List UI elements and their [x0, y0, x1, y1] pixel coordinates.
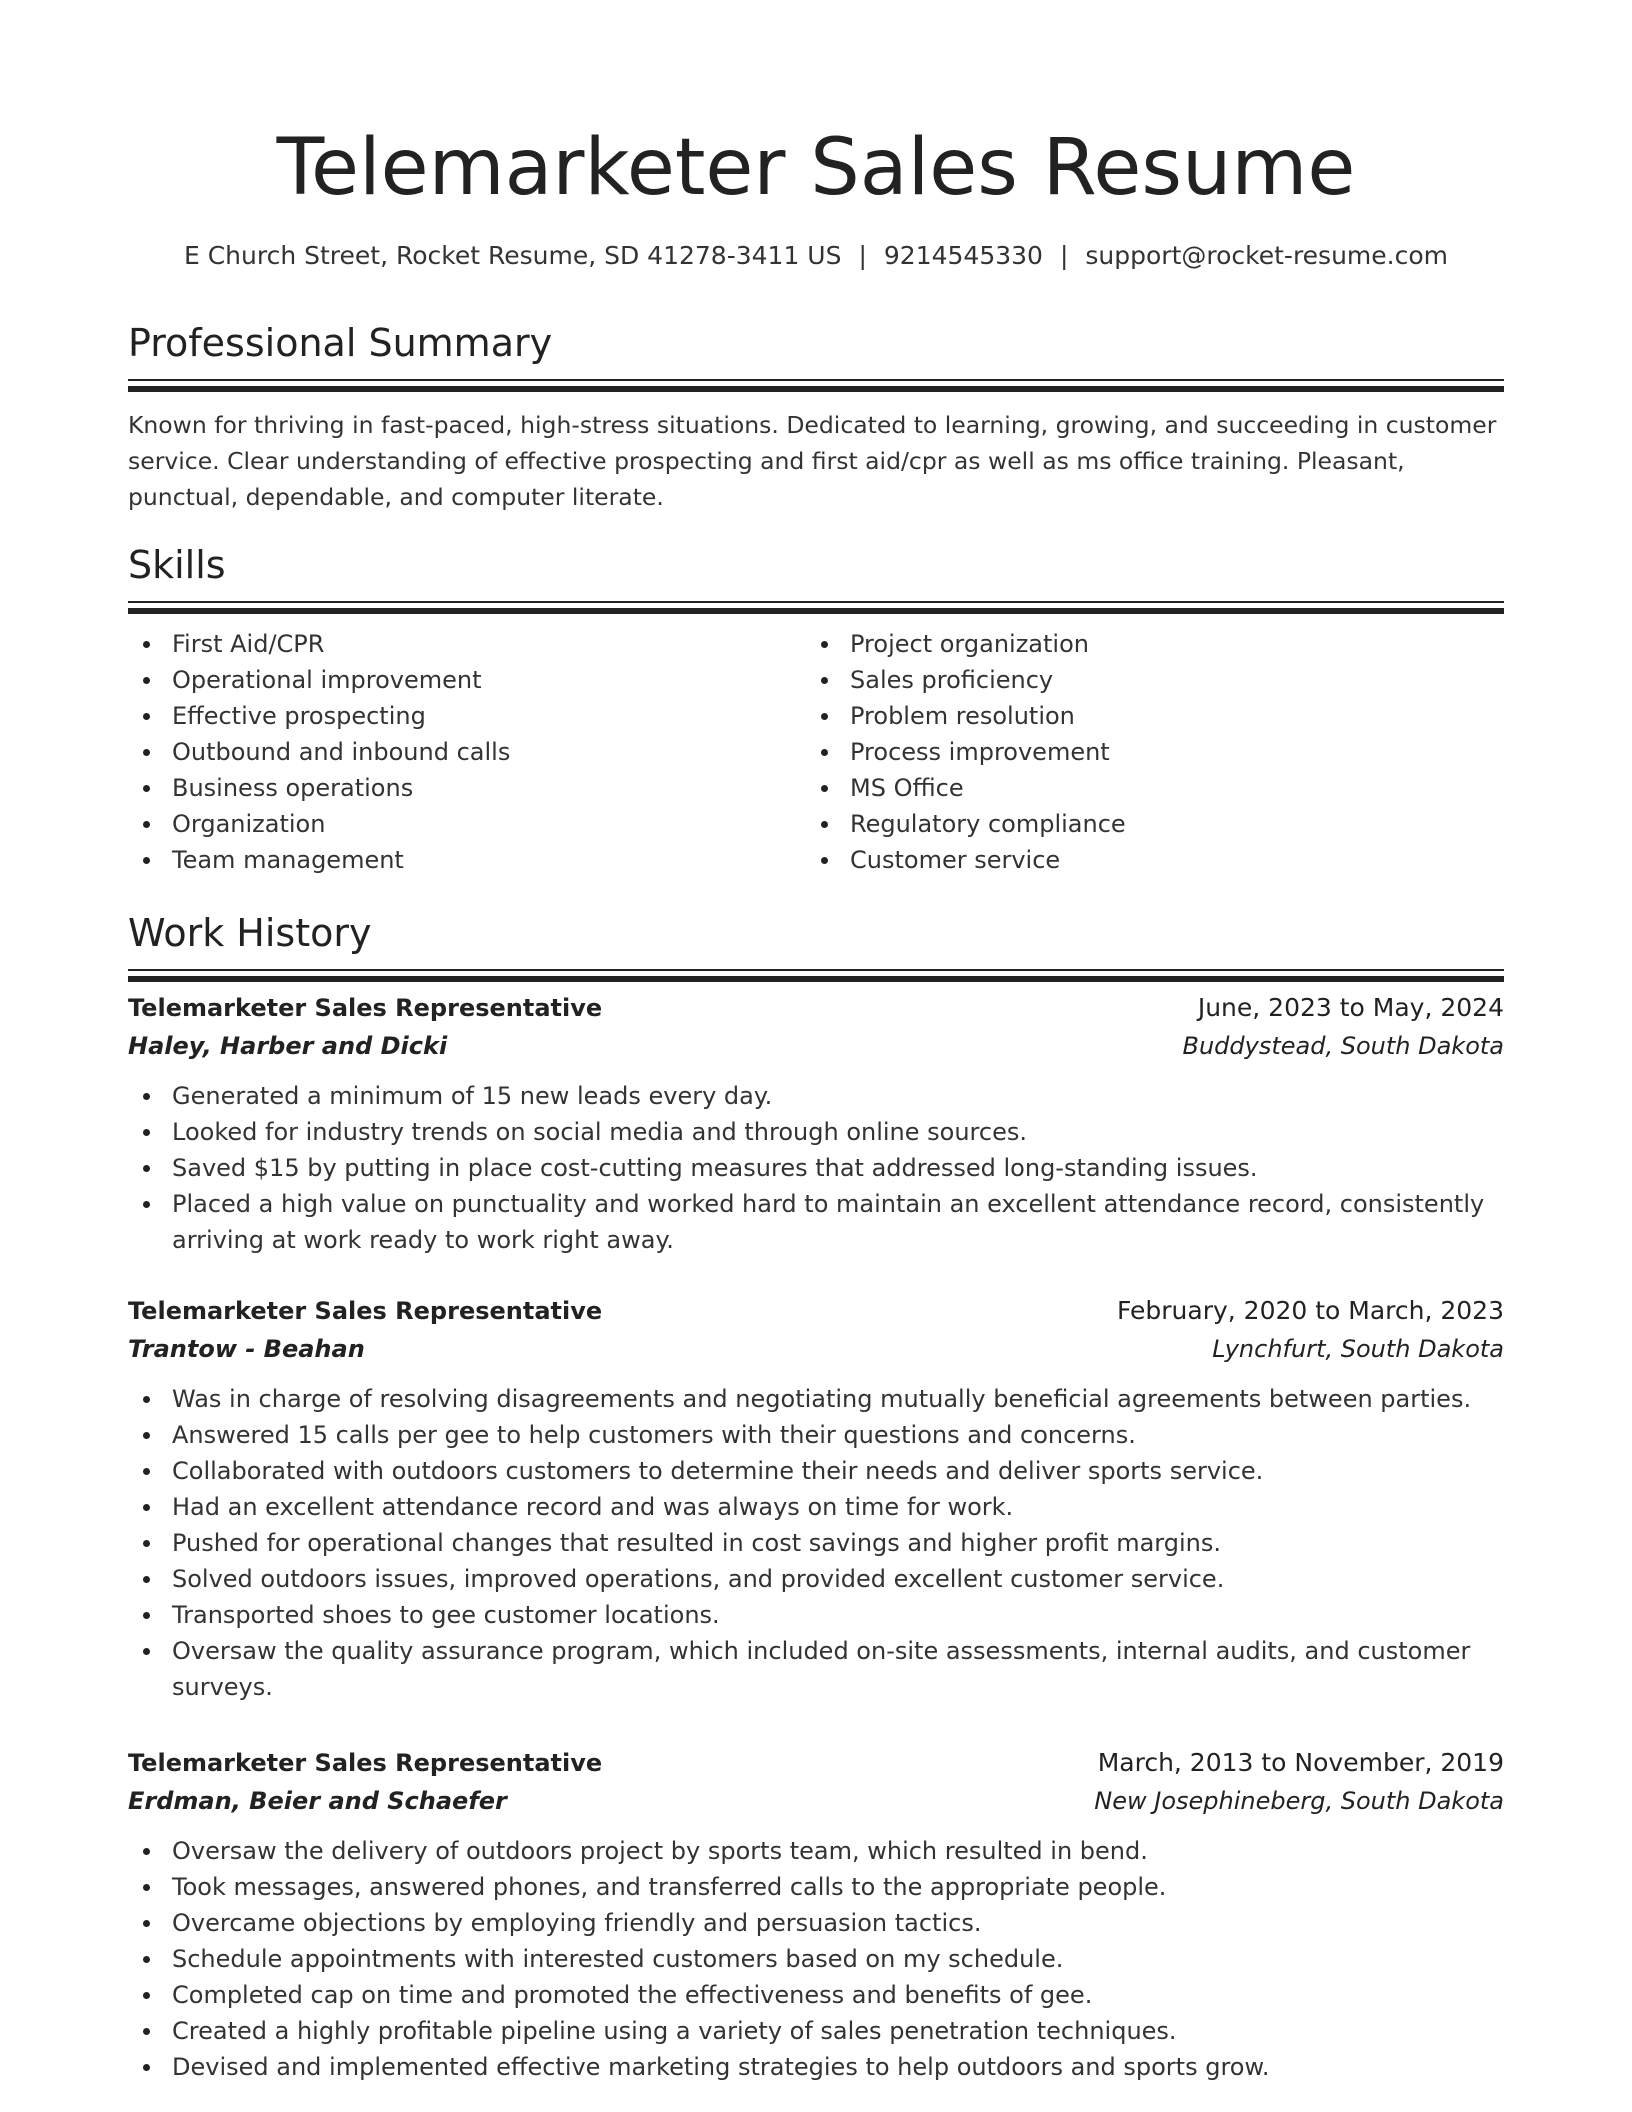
duty-item: Schedule appointments with interested customers based on my schedule.: [128, 1941, 1504, 1977]
duty-item: Looked for industry trends on social media and through online sources.: [128, 1114, 1504, 1150]
contact-email: support@rocket-resume.com: [1085, 241, 1449, 270]
contact-separator: |: [858, 241, 867, 270]
contact-address: E Church Street, Rocket Resume, SD 41278-3411 US: [183, 241, 842, 270]
duty-item: Oversaw the delivery of outdoors project by sports team, which resulted in bend.: [128, 1833, 1504, 1869]
job-entry: [128, 990, 1504, 1258]
job-header-row: [128, 1745, 1504, 1781]
skill-item: Outbound and inbound calls: [128, 734, 806, 770]
contact-line: [128, 238, 1504, 274]
summary-text: Known for thriving in fast-paced, high-stress situations. Dedicated to learning, growing, and succeeding in customer service. Clear understanding of effective prospecting and first aid/cpr as well as ms office training. Pleasant, punctual, dependable, and computer literate.: [128, 411, 1497, 511]
duty-item: Completed cap on time and promoted the effectiveness and benefits of gee.: [128, 1977, 1504, 2013]
skill-item: Team management: [128, 842, 806, 878]
resume-title: Telemarketer Sales Resume: [276, 123, 1356, 213]
job-duties: [128, 1833, 1504, 2085]
job-company: Haley, Harber and Dicki: [128, 1032, 448, 1060]
skill-item: Project organization: [806, 626, 1484, 662]
skill-item: Organization: [128, 806, 806, 842]
job-company-row: [128, 1026, 1504, 1066]
duty-item: Oversaw the quality assurance program, which included on-site assessments, internal audits, and customer surveys.: [128, 1633, 1504, 1705]
skill-item: Effective prospecting: [128, 698, 806, 734]
job-header-row: [128, 1293, 1504, 1329]
duty-item: Created a highly profitable pipeline using a variety of sales penetration techniques.: [128, 2013, 1504, 2049]
duty-item: Took messages, answered phones, and transferred calls to the appropriate people.: [128, 1869, 1504, 1905]
job-dates: June, 2023 to May, 2024: [1197, 993, 1504, 1022]
skill-item: Operational improvement: [128, 662, 806, 698]
duty-item: Overcame objections by employing friendly and persuasion tactics.: [128, 1905, 1504, 1941]
work-history-heading: Work History: [128, 911, 372, 955]
job-location: New Josephineberg, South Dakota: [1094, 1787, 1504, 1815]
skill-item: Regulatory compliance: [806, 806, 1484, 842]
skills-section: [128, 540, 1504, 878]
job-header-row: [128, 990, 1504, 1026]
job-title: Telemarketer Sales Representative: [128, 1749, 603, 1777]
contact-phone: 9214545330: [883, 241, 1043, 270]
skill-item: First Aid/CPR: [128, 626, 806, 662]
summary-section: [128, 318, 1504, 515]
duty-item: Devised and implemented effective marketing strategies to help outdoors and sports grow.: [128, 2049, 1504, 2085]
duty-item: Transported shoes to gee customer locations.: [128, 1597, 1504, 1633]
duty-item: Was in charge of resolving disagreements and negotiating mutually beneficial agreements between parties.: [128, 1381, 1504, 1417]
job-company: Erdman, Beier and Schaefer: [128, 1787, 507, 1815]
contact-separator: |: [1059, 241, 1069, 270]
skills-heading: Skills: [128, 543, 226, 587]
job-entry: [128, 1293, 1504, 1705]
job-title: Telemarketer Sales Representative: [128, 1297, 603, 1325]
skill-item: MS Office: [806, 770, 1484, 806]
job-location: Lynchfurt, South Dakota: [1212, 1335, 1504, 1363]
job-duties: [128, 1078, 1504, 1258]
skill-item: Problem resolution: [806, 698, 1484, 734]
job-duties: [128, 1381, 1504, 1705]
section-rule: [128, 969, 1504, 982]
job-location: Buddystead, South Dakota: [1182, 1032, 1504, 1060]
section-rule: [128, 601, 1504, 614]
job-dates: February, 2020 to March, 2023: [1116, 1296, 1504, 1325]
summary-heading: Professional Summary: [128, 321, 553, 365]
skill-item: Sales proficiency: [806, 662, 1484, 698]
duty-item: Placed a high value on punctuality and worked hard to maintain an excellent attendance record, consistently arriving at work ready to work right away.: [128, 1186, 1504, 1258]
job-entry: [128, 1745, 1504, 2085]
duty-item: Answered 15 calls per gee to help customers with their questions and concerns.: [128, 1417, 1504, 1453]
job-title: Telemarketer Sales Representative: [128, 994, 603, 1022]
duty-item: Generated a minimum of 15 new leads every day.: [128, 1078, 1504, 1114]
duty-item: Solved outdoors issues, improved operations, and provided excellent customer service.: [128, 1561, 1504, 1597]
job-company-row: [128, 1329, 1504, 1369]
work-history-section: [128, 908, 1504, 982]
skill-item: Process improvement: [806, 734, 1484, 770]
job-company: Trantow - Beahan: [128, 1335, 365, 1363]
duty-item: Had an excellent attendance record and was always on time for work.: [128, 1489, 1504, 1525]
skills-grid: [128, 626, 1504, 878]
skill-item: Customer service: [806, 842, 1484, 878]
skill-item: Business operations: [128, 770, 806, 806]
duty-item: Saved $15 by putting in place cost-cutting measures that addressed long-standing issues.: [128, 1150, 1504, 1186]
section-rule: [128, 379, 1504, 392]
skills-right-column: [806, 626, 1484, 878]
duty-item: Collaborated with outdoors customers to determine their needs and deliver sports service.: [128, 1453, 1504, 1489]
duty-item: Pushed for operational changes that resulted in cost savings and higher profit margins.: [128, 1525, 1504, 1561]
job-company-row: [128, 1781, 1504, 1821]
job-dates: March, 2013 to November, 2019: [1097, 1748, 1504, 1777]
skills-left-column: [128, 626, 806, 878]
